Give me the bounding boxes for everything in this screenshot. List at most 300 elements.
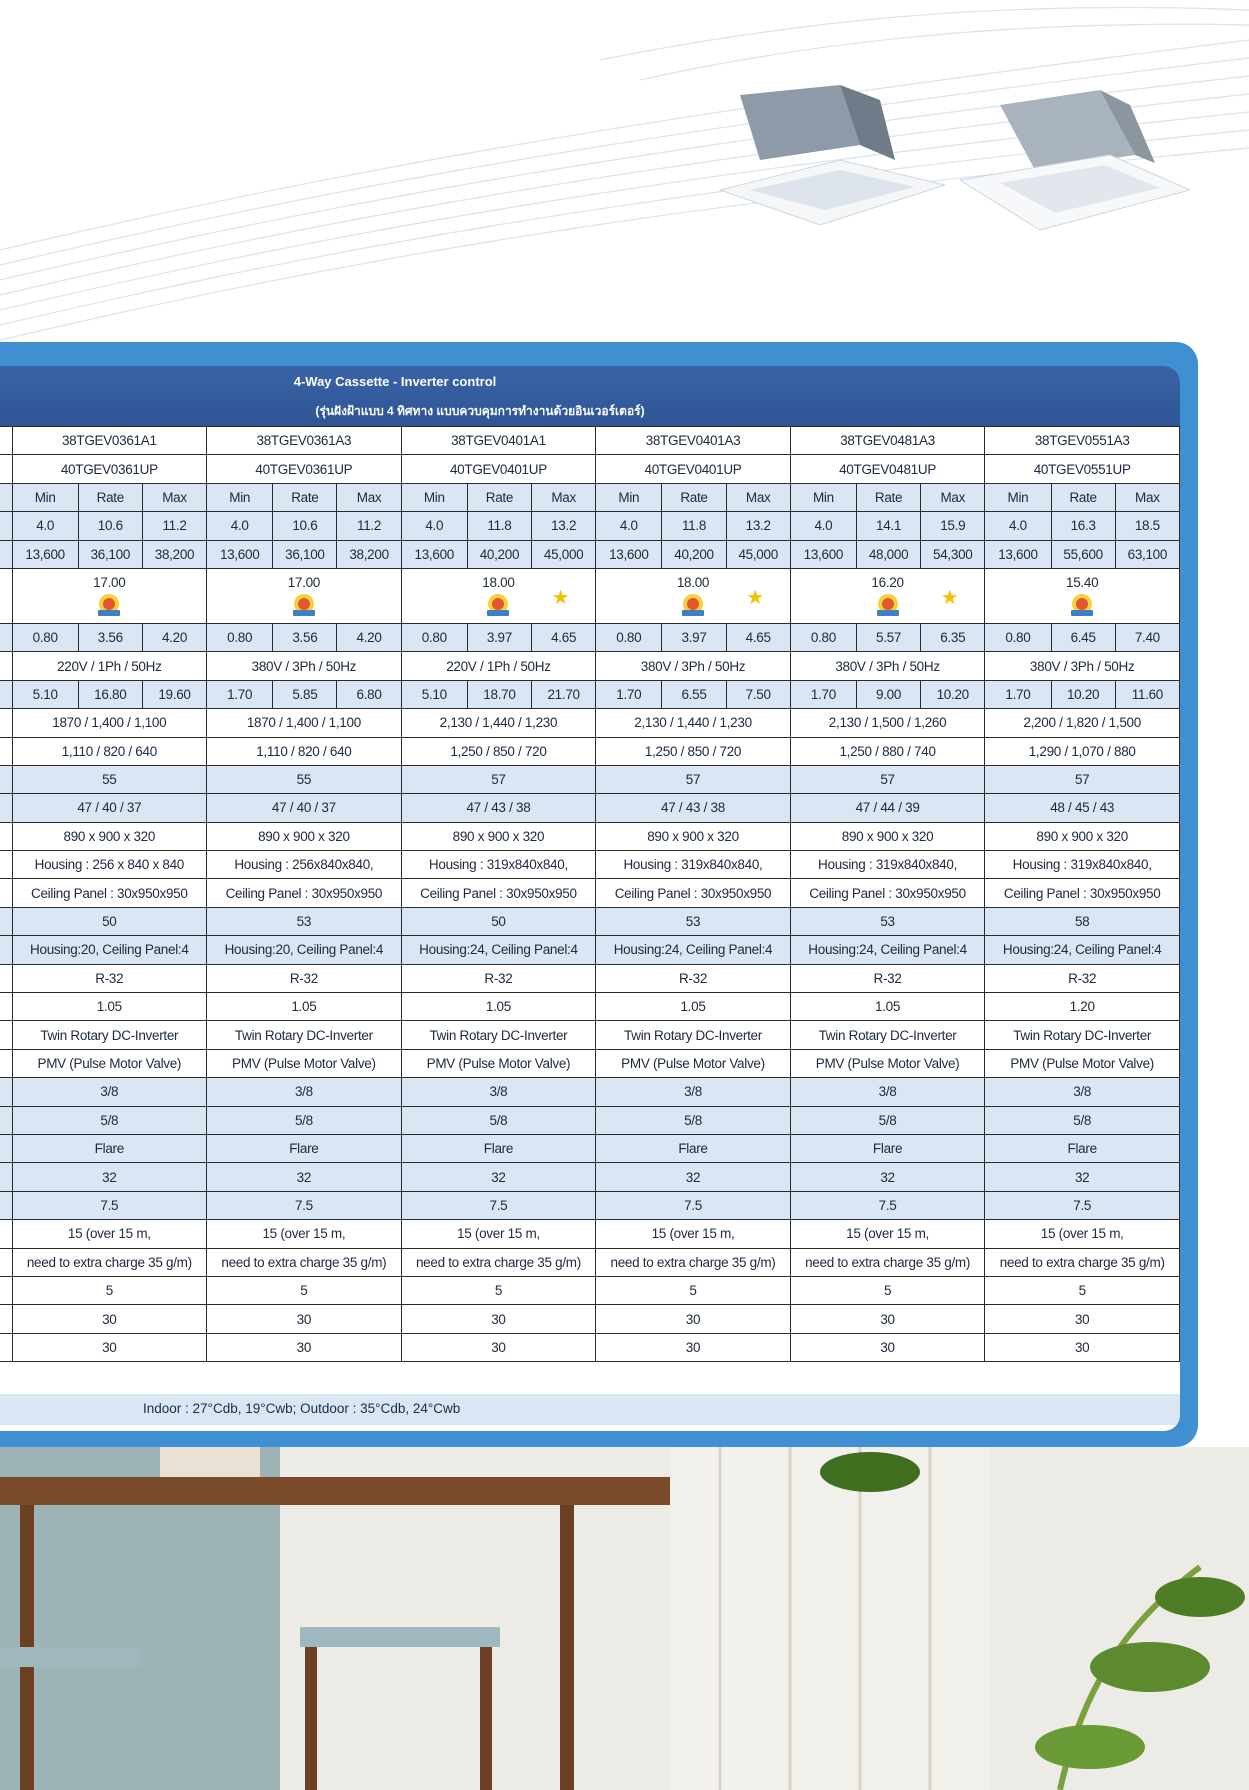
- row-stub: [0, 512, 12, 540]
- capacity-kw-row-cell: 18.5: [1115, 512, 1179, 540]
- charge-note-cell: 15 (over 15 m,: [985, 1220, 1180, 1248]
- spec-row-cell: 1,290 / 1,070 / 880: [985, 737, 1180, 765]
- spec-row-cell: Twin Rotary DC-Inverter: [985, 1021, 1180, 1049]
- capacity-btu-row-cell: 36,100: [273, 540, 337, 568]
- capacity-kw-row-cell: 4.0: [596, 512, 662, 540]
- seer-value: 15.40: [1066, 574, 1099, 590]
- spec-row-cell: PMV (Pulse Motor Valve): [12, 1049, 207, 1077]
- spec-row-cell: Housing:20, Ceiling Panel:4: [207, 936, 402, 964]
- charge-note-cell: need to extra charge 35 g/m): [207, 1248, 402, 1276]
- outdoor-model-row-cell: 40TGEV0551UP: [985, 455, 1180, 483]
- spec-row-cell: 5/8: [207, 1106, 402, 1134]
- current-row-cell: 5.10: [401, 680, 467, 708]
- mrm-label: Max: [726, 483, 790, 511]
- outdoor-model-row-cell: 40TGEV0401UP: [401, 455, 596, 483]
- spec-row-cell: 5/8: [12, 1106, 207, 1134]
- capacity-kw-row-cell: 10.6: [78, 512, 142, 540]
- spec-row-cell: 57: [790, 765, 985, 793]
- current-row-cell: 19.60: [142, 680, 206, 708]
- capacity-kw-row-cell: 4.0: [790, 512, 856, 540]
- capacity-btu-row-cell: 63,100: [1115, 540, 1179, 568]
- mrm-label: Min: [401, 483, 467, 511]
- current-row-cell: 10.20: [921, 680, 985, 708]
- seer-value: 18.00: [676, 574, 710, 590]
- spec-row-cell: 1,250 / 850 / 720: [596, 737, 791, 765]
- spec-row-cell: 890 x 900 x 320: [985, 822, 1180, 850]
- indoor-model-row-cell: 38TGEV0401A3: [596, 427, 791, 455]
- current-row-cell: 9.00: [856, 680, 920, 708]
- spec-row-cell: Twin Rotary DC-Inverter: [12, 1021, 207, 1049]
- table-header: [0, 366, 1180, 426]
- spec-row-cell: 1,110 / 820 / 640: [207, 737, 402, 765]
- indoor-model-row-cell: 38TGEV0361A1: [12, 427, 207, 455]
- spec-row-cell: 3/8: [12, 1078, 207, 1106]
- seer-value: 16.20: [871, 574, 904, 590]
- capacity-kw-row-cell: 4.0: [401, 512, 467, 540]
- row-stub: [0, 1021, 12, 1049]
- current-row-cell: 16.80: [78, 680, 142, 708]
- spec-row-cell: 32: [12, 1163, 207, 1191]
- spec-row-cell: 5/8: [985, 1106, 1180, 1134]
- mrm-label: Max: [142, 483, 206, 511]
- charge-note-cell: 15 (over 15 m,: [790, 1220, 985, 1248]
- row-stub: [0, 1078, 12, 1106]
- star-icon: ★: [551, 586, 570, 609]
- capacity-btu-row-cell: 13,600: [596, 540, 662, 568]
- current-row-cell: 10.20: [1051, 680, 1115, 708]
- spec-row-cell: PMV (Pulse Motor Valve): [985, 1049, 1180, 1077]
- capacity-btu-row-cell: 36,100: [78, 540, 142, 568]
- spec-row-cell: Flare: [207, 1134, 402, 1162]
- row-stub: [0, 851, 12, 879]
- outdoor-model-row-cell: 40TGEV0361UP: [207, 455, 402, 483]
- outdoor-model-row-cell: 40TGEV0361UP: [12, 455, 207, 483]
- spec-row-cell: R-32: [985, 964, 1180, 992]
- spec-row-cell: 32: [985, 1163, 1180, 1191]
- row-stub: [0, 1163, 12, 1191]
- spec-row-cell: 3/8: [207, 1078, 402, 1106]
- outdoor-model-row: [0, 455, 1180, 483]
- mrm-label: Max: [337, 483, 401, 511]
- capacity-kw-row: [0, 512, 1180, 540]
- spec-row-cell: 50: [12, 907, 207, 935]
- indoor-dimension-row-cell: Housing : 319x840x840,: [401, 851, 596, 879]
- row-stub: [0, 879, 12, 907]
- spec-row-cell: 7.5: [790, 1191, 985, 1219]
- current-row-cell: 1.70: [985, 680, 1051, 708]
- spec-row: [0, 737, 1180, 765]
- spec-row-cell: 48 / 45 / 43: [985, 794, 1180, 822]
- row-stub: [0, 907, 12, 935]
- energy-label-badge-icon: [484, 593, 512, 617]
- outdoor-model-row-cell: 40TGEV0481UP: [790, 455, 985, 483]
- cassette-unit-image-1: [720, 85, 945, 225]
- spec-row-cell: 3/8: [596, 1078, 791, 1106]
- energy-label-badge-icon: [874, 593, 902, 617]
- capacity-btu-row-cell: 45,000: [532, 540, 596, 568]
- spec-row-cell: 32: [207, 1163, 402, 1191]
- power-input-row-cell: 0.80: [985, 623, 1051, 651]
- power-supply-row-cell: 380V / 3Ph / 50Hz: [790, 652, 985, 680]
- power-input-row-cell: 0.80: [401, 623, 467, 651]
- current-row-cell: 1.70: [596, 680, 662, 708]
- spec-row-cell: 1,250 / 850 / 720: [401, 737, 596, 765]
- power-supply-row-cell: 220V / 1Ph / 50Hz: [12, 652, 207, 680]
- outdoor-model-row-cell: 40TGEV0401UP: [596, 455, 791, 483]
- indoor-dimension-row-cell: Housing : 256 x 840 x 840: [12, 851, 207, 879]
- capacity-kw-row-cell: 13.2: [532, 512, 596, 540]
- row-stub: [0, 737, 12, 765]
- power-input-row-cell: 0.80: [207, 623, 273, 651]
- spec-row-cell: PMV (Pulse Motor Valve): [790, 1049, 985, 1077]
- spec-row: [0, 1078, 1180, 1106]
- power-input-row-cell: 3.97: [662, 623, 726, 651]
- current-row: [0, 680, 1180, 708]
- spec-row-cell: PMV (Pulse Motor Valve): [207, 1049, 402, 1077]
- capacity-kw-row-cell: 16.3: [1051, 512, 1115, 540]
- power-supply-row-cell: 380V / 3Ph / 50Hz: [207, 652, 402, 680]
- spec-row-cell: 47 / 44 / 39: [790, 794, 985, 822]
- test-condition-footnote: [0, 1394, 1180, 1425]
- row-stub: [0, 652, 12, 680]
- power-input-row-cell: 3.56: [78, 623, 142, 651]
- spec-row-cell: 7.5: [596, 1191, 791, 1219]
- spec-row-cell: 3/8: [401, 1078, 596, 1106]
- spec-row-cell: Housing:24, Ceiling Panel:4: [596, 936, 791, 964]
- energy-label-badge-icon: [1068, 593, 1096, 617]
- row-stub: [0, 1191, 12, 1219]
- mrm-label: Min: [596, 483, 662, 511]
- spec-row: [0, 936, 1180, 964]
- capacity-btu-row-cell: 13,600: [985, 540, 1051, 568]
- spec-row-cell: 32: [790, 1163, 985, 1191]
- power-input-row-cell: 4.20: [337, 623, 401, 651]
- capacity-kw-row-cell: 14.1: [856, 512, 920, 540]
- row-stub: [0, 765, 12, 793]
- current-row-cell: 5.85: [273, 680, 337, 708]
- spec-row-cell: R-32: [12, 964, 207, 992]
- power-supply-row-cell: 380V / 3Ph / 50Hz: [985, 652, 1180, 680]
- capacity-btu-row-cell: 13,600: [790, 540, 856, 568]
- spec-row-cell: 890 x 900 x 320: [401, 822, 596, 850]
- spec-row: [0, 1276, 1180, 1304]
- spec-row-cell: 1,110 / 820 / 640: [12, 737, 207, 765]
- spec-row-cell: 47 / 43 / 38: [401, 794, 596, 822]
- indoor-dimension-row-cell: Ceiling Panel : 30x950x950: [207, 879, 402, 907]
- spec-row-cell: 30: [596, 1305, 791, 1333]
- charge-note-cell: need to extra charge 35 g/m): [790, 1248, 985, 1276]
- power-input-row-cell: 3.56: [273, 623, 337, 651]
- energy-label-badge-icon: [95, 593, 123, 617]
- spec-row-cell: 3/8: [790, 1078, 985, 1106]
- spec-row: [0, 822, 1180, 850]
- spec-row-cell: 2,130 / 1,440 / 1,230: [596, 709, 791, 737]
- power-input-row-cell: 0.80: [790, 623, 856, 651]
- charge-note-cell: need to extra charge 35 g/m): [985, 1248, 1180, 1276]
- mrm-label: Max: [1115, 483, 1179, 511]
- capacity-kw-row-cell: 15.9: [921, 512, 985, 540]
- spec-row-cell: 58: [985, 907, 1180, 935]
- spec-row-cell: 1.05: [401, 993, 596, 1021]
- capacity-kw-row-cell: 4.0: [12, 512, 78, 540]
- seer-cell: [207, 568, 402, 623]
- row-stub: [0, 1049, 12, 1077]
- indoor-dimension-row-cell: Ceiling Panel : 30x950x950: [596, 879, 791, 907]
- power-input-row-cell: 7.40: [1115, 623, 1179, 651]
- power-input-row-cell: 6.45: [1051, 623, 1115, 651]
- indoor-model-row-cell: 38TGEV0551A3: [985, 427, 1180, 455]
- capacity-btu-row-cell: 45,000: [726, 540, 790, 568]
- spec-row-cell: 1.20: [985, 993, 1180, 1021]
- spec-row-cell: PMV (Pulse Motor Valve): [596, 1049, 791, 1077]
- spec-row-cell: 5: [790, 1276, 985, 1304]
- row-stub: [0, 709, 12, 737]
- spec-row-cell: 890 x 900 x 320: [596, 822, 791, 850]
- row-stub: [0, 680, 12, 708]
- spec-row-cell: 50: [401, 907, 596, 935]
- mrm-label: Rate: [467, 483, 531, 511]
- star-icon: ★: [940, 586, 959, 609]
- seer-value: 17.00: [287, 574, 321, 590]
- power-supply-row-cell: 220V / 1Ph / 50Hz: [401, 652, 596, 680]
- spec-row-cell: Housing:20, Ceiling Panel:4: [12, 936, 207, 964]
- spec-row-cell: 30: [207, 1305, 402, 1333]
- spec-row: [0, 1049, 1180, 1077]
- row-stub: [0, 1134, 12, 1162]
- power-input-row: [0, 623, 1180, 651]
- capacity-kw-row-cell: 10.6: [273, 512, 337, 540]
- spec-row-cell: 30: [401, 1305, 596, 1333]
- spec-row-cell: Flare: [790, 1134, 985, 1162]
- spec-row-cell: 57: [596, 765, 791, 793]
- capacity-btu-row-cell: 55,600: [1051, 540, 1115, 568]
- spec-row-cell: 47 / 40 / 37: [12, 794, 207, 822]
- capacity-btu-row-cell: 13,600: [207, 540, 273, 568]
- table-title: 4-Way Cassette - Inverter control: [293, 374, 497, 389]
- current-row-cell: 1.70: [790, 680, 856, 708]
- mrm-label: Min: [985, 483, 1051, 511]
- spec-row-cell: 30: [985, 1305, 1180, 1333]
- indoor-dimension-row-line1: [0, 851, 1180, 879]
- spec-row: [0, 794, 1180, 822]
- power-supply-row: [0, 652, 1180, 680]
- current-row-cell: 7.50: [726, 680, 790, 708]
- mrm-label: Min: [12, 483, 78, 511]
- spec-row-cell: 47 / 40 / 37: [207, 794, 402, 822]
- spec-row-cell: 32: [596, 1163, 791, 1191]
- spec-row-cell: Twin Rotary DC-Inverter: [401, 1021, 596, 1049]
- row-stub: [0, 964, 12, 992]
- spec-row-cell: 1,250 / 880 / 740: [790, 737, 985, 765]
- spec-row: [0, 1333, 1180, 1361]
- row-stub: [0, 993, 12, 1021]
- spec-row-cell: Flare: [12, 1134, 207, 1162]
- table-subtitle: (รุ่นฝังฝ้าแบบ 4 ทิศทาง แบบควบคุมการทำงานด้วยอินเวอร์เตอร์): [315, 404, 645, 418]
- spec-row-cell: Housing:24, Ceiling Panel:4: [985, 936, 1180, 964]
- spec-row: [0, 765, 1180, 793]
- spec-row-cell: 2,130 / 1,440 / 1,230: [401, 709, 596, 737]
- capacity-btu-row-cell: 54,300: [921, 540, 985, 568]
- power-supply-row-cell: 380V / 3Ph / 50Hz: [596, 652, 791, 680]
- spec-row: [0, 1021, 1180, 1049]
- row-stub: [0, 540, 12, 568]
- capacity-btu-row-cell: 13,600: [401, 540, 467, 568]
- seer-cell: [985, 568, 1180, 623]
- spec-row-cell: 5: [207, 1276, 402, 1304]
- row-stub: [0, 822, 12, 850]
- mrm-label: Max: [532, 483, 596, 511]
- charge-note-cell: need to extra charge 35 g/m): [12, 1248, 207, 1276]
- spec-row: [0, 993, 1180, 1021]
- capacity-btu-row-cell: 13,600: [12, 540, 78, 568]
- current-row-cell: 18.70: [467, 680, 531, 708]
- current-row-cell: 11.60: [1115, 680, 1179, 708]
- seer-value: 17.00: [93, 574, 126, 590]
- spec-row-cell: 30: [985, 1333, 1180, 1361]
- spec-row-cell: 30: [12, 1333, 207, 1361]
- spec-row-cell: 7.5: [12, 1191, 207, 1219]
- spec-row-cell: PMV (Pulse Motor Valve): [401, 1049, 596, 1077]
- row-stub: [0, 1248, 12, 1276]
- charge-note-line2: [0, 1248, 1180, 1276]
- spec-row-cell: 1.05: [207, 993, 402, 1021]
- charge-note-cell: 15 (over 15 m,: [207, 1220, 402, 1248]
- capacity-btu-row-cell: 48,000: [856, 540, 920, 568]
- spec-row-cell: 30: [12, 1305, 207, 1333]
- row-stub: [0, 1333, 12, 1361]
- power-input-row-cell: 4.65: [726, 623, 790, 651]
- power-input-row-cell: 4.65: [532, 623, 596, 651]
- min-rate-max-row: [0, 483, 1180, 511]
- spec-row-cell: 5/8: [790, 1106, 985, 1134]
- capacity-kw-row-cell: 11.2: [337, 512, 401, 540]
- spec-row-cell: R-32: [207, 964, 402, 992]
- seer-cell: [12, 568, 207, 623]
- spec-row-cell: 57: [401, 765, 596, 793]
- spec-row-cell: 2,200 / 1,820 / 1,500: [985, 709, 1180, 737]
- spec-row-cell: 30: [790, 1305, 985, 1333]
- spec-row-cell: 890 x 900 x 320: [207, 822, 402, 850]
- spec-row-cell: 30: [207, 1333, 402, 1361]
- spec-row-cell: 53: [790, 907, 985, 935]
- footnote-text: Indoor : 27°Cdb, 19°Cwb; Outdoor : 35°Cdb, 24°Cwb: [143, 1401, 461, 1416]
- charge-note-cell: need to extra charge 35 g/m): [596, 1248, 791, 1276]
- room-photo: [0, 1447, 1249, 1790]
- spec-row-cell: 5: [401, 1276, 596, 1304]
- spec-row-cell: R-32: [790, 964, 985, 992]
- current-row-cell: 6.55: [662, 680, 726, 708]
- charge-note-cell: 15 (over 15 m,: [12, 1220, 207, 1248]
- seer-cell: [596, 568, 791, 623]
- indoor-dimension-row-cell: Ceiling Panel : 30x950x950: [12, 879, 207, 907]
- spec-row-cell: Flare: [596, 1134, 791, 1162]
- spec-row-cell: 1.05: [596, 993, 791, 1021]
- seer-cell: [401, 568, 596, 623]
- power-input-row-cell: 4.20: [142, 623, 206, 651]
- row-stub: [0, 1106, 12, 1134]
- capacity-kw-row-cell: 4.0: [207, 512, 273, 540]
- mrm-label: Min: [790, 483, 856, 511]
- capacity-kw-row-cell: 11.8: [467, 512, 531, 540]
- spec-row: [0, 1134, 1180, 1162]
- indoor-dimension-row-cell: Housing : 319x840x840,: [985, 851, 1180, 879]
- capacity-btu-row: [0, 540, 1180, 568]
- indoor-model-row-cell: 38TGEV0481A3: [790, 427, 985, 455]
- spec-table-panel: [0, 366, 1180, 1431]
- capacity-btu-row-cell: 40,200: [467, 540, 531, 568]
- row-stub: [0, 936, 12, 964]
- mrm-label: Min: [207, 483, 273, 511]
- capacity-kw-row-cell: 13.2: [726, 512, 790, 540]
- indoor-model-row-cell: 38TGEV0401A1: [401, 427, 596, 455]
- charge-note-line1: [0, 1220, 1180, 1248]
- row-stub: [0, 483, 12, 511]
- spec-row-cell: 7.5: [401, 1191, 596, 1219]
- power-input-row-cell: 5.57: [856, 623, 920, 651]
- row-stub: [0, 794, 12, 822]
- spec-row-cell: Flare: [401, 1134, 596, 1162]
- capacity-kw-row-cell: 11.2: [142, 512, 206, 540]
- charge-note-cell: 15 (over 15 m,: [401, 1220, 596, 1248]
- indoor-dimension-row-cell: Ceiling Panel : 30x950x950: [985, 879, 1180, 907]
- indoor-model-row: [0, 427, 1180, 455]
- mrm-label: Rate: [273, 483, 337, 511]
- capacity-kw-row-cell: 11.8: [662, 512, 726, 540]
- current-row-cell: 5.10: [12, 680, 78, 708]
- indoor-model-row-cell: 38TGEV0361A3: [207, 427, 402, 455]
- spec-row-cell: 5: [596, 1276, 791, 1304]
- spec-row: [0, 1305, 1180, 1333]
- spec-row-cell: 53: [207, 907, 402, 935]
- capacity-btu-row-cell: 40,200: [662, 540, 726, 568]
- energy-label-badge-icon: [290, 593, 318, 617]
- mrm-label: Max: [921, 483, 985, 511]
- mrm-label: Rate: [1051, 483, 1115, 511]
- spec-row-cell: 32: [401, 1163, 596, 1191]
- spec-row-cell: 30: [401, 1333, 596, 1361]
- row-stub: [0, 623, 12, 651]
- capacity-kw-row-cell: 4.0: [985, 512, 1051, 540]
- power-input-row-cell: 3.97: [467, 623, 531, 651]
- spec-row-cell: R-32: [401, 964, 596, 992]
- power-input-row-cell: 0.80: [596, 623, 662, 651]
- mrm-label: Rate: [662, 483, 726, 511]
- seer-cell: [790, 568, 985, 623]
- spec-row-cell: Flare: [985, 1134, 1180, 1162]
- seer-value: 18.00: [482, 574, 515, 590]
- spec-row-cell: 57: [985, 765, 1180, 793]
- spec-row-cell: 7.5: [985, 1191, 1180, 1219]
- spec-row: [0, 709, 1180, 737]
- spec-row-cell: 5: [12, 1276, 207, 1304]
- spec-row-cell: 890 x 900 x 320: [12, 822, 207, 850]
- spec-row-cell: Twin Rotary DC-Inverter: [596, 1021, 791, 1049]
- charge-note-cell: need to extra charge 35 g/m): [401, 1248, 596, 1276]
- spec-row-cell: 1.05: [12, 993, 207, 1021]
- indoor-dimension-row-cell: Housing : 319x840x840,: [596, 851, 791, 879]
- row-stub: [0, 1220, 12, 1248]
- row-stub: [0, 1305, 12, 1333]
- spec-row: [0, 1191, 1180, 1219]
- indoor-dimension-row-cell: Ceiling Panel : 30x950x950: [790, 879, 985, 907]
- row-stub: [0, 455, 12, 483]
- specification-table: [0, 426, 1180, 1362]
- row-stub: [0, 427, 12, 455]
- spec-row: [0, 964, 1180, 992]
- seer-row: [0, 568, 1180, 623]
- spec-row-cell: 5/8: [596, 1106, 791, 1134]
- spec-row-cell: Twin Rotary DC-Inverter: [207, 1021, 402, 1049]
